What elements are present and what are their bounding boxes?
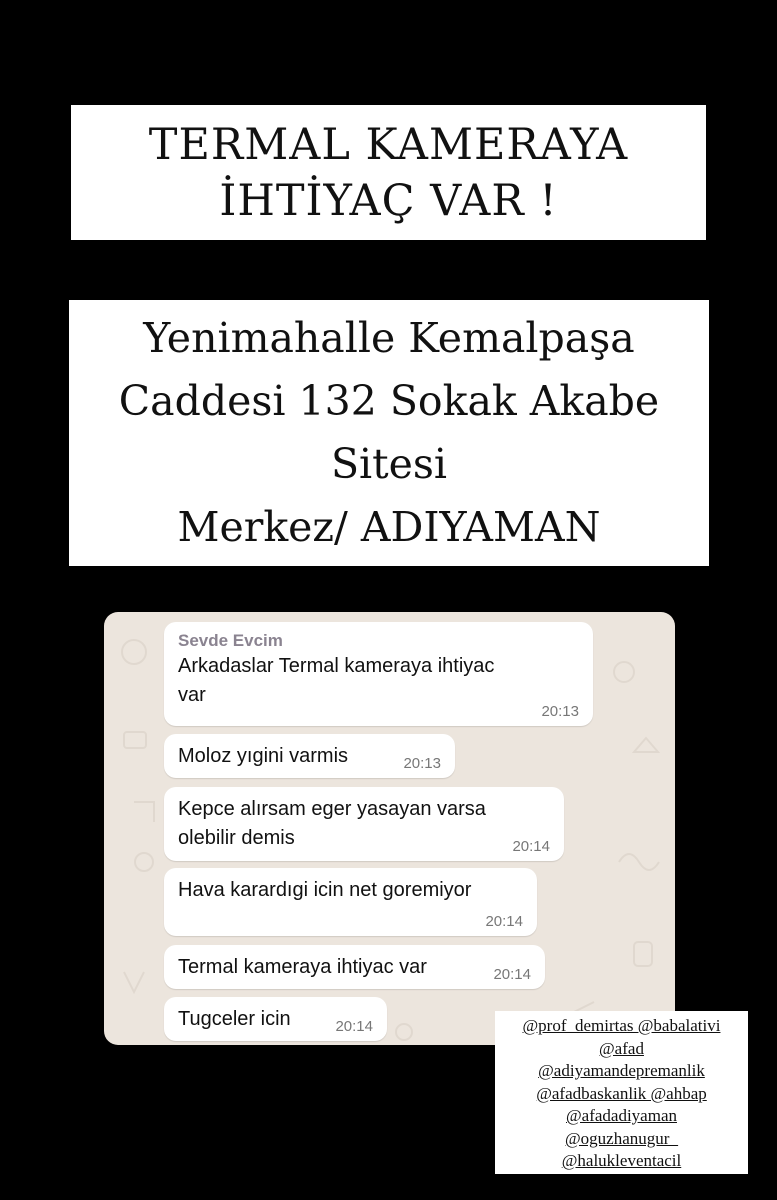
mention-tag[interactable]: @afadadiyaman xyxy=(566,1106,677,1125)
mention-tag[interactable]: @afad xyxy=(599,1038,644,1058)
mention-tag[interactable]: @afadbaskanlik @ahbap xyxy=(536,1083,707,1103)
mention-tag[interactable]: @adiyamandepremanlik xyxy=(538,1061,705,1080)
headline-line-2: İHTİYAÇ VAR ! xyxy=(219,175,558,226)
mention-tags-box xyxy=(495,1011,748,1174)
chat-screenshot xyxy=(104,612,675,1045)
chat-message-time: 20:14 xyxy=(512,838,550,855)
chat-message-time: 20:14 xyxy=(493,966,531,983)
chat-message-text: Moloz yıgini varmis xyxy=(178,745,349,767)
chat-message-time: 20:13 xyxy=(541,703,579,720)
chat-message-time: 20:14 xyxy=(335,1018,373,1035)
chat-message-text: Arkadaslar Termal kameraya ihtiyac var xyxy=(178,655,495,706)
mention-tag[interactable]: @halukleventacil xyxy=(561,1151,682,1170)
address-line-3: Sitesi xyxy=(330,440,448,488)
chat-message xyxy=(164,734,455,778)
chat-message xyxy=(164,622,593,726)
chat-message-text: Tugceler icin xyxy=(178,1008,291,1030)
address-line-4: Merkez/ ADIYAMAN xyxy=(177,503,601,551)
chat-message-time: 20:14 xyxy=(485,913,523,930)
chat-message-text: Hava karardıgi icin net goremiyor xyxy=(178,879,472,901)
mention-tag[interactable]: @oguzhanugur_ xyxy=(565,1128,678,1148)
chat-sender-name: Sevde Evcim xyxy=(178,631,283,650)
headline-box xyxy=(71,105,706,240)
headline-line-1: TERMAL KAMERAYA xyxy=(148,119,629,170)
chat-message-text: Termal kameraya ihtiyac var xyxy=(178,956,427,978)
chat-message xyxy=(164,868,537,936)
address-line-2: Caddesi 132 Sokak Akabe xyxy=(118,377,660,425)
address-line-1: Yenimahalle Kemalpaşa xyxy=(143,314,635,362)
chat-message-time: 20:13 xyxy=(403,755,441,772)
mention-tag[interactable]: @prof_demirtas @babalativi xyxy=(522,1016,721,1035)
chat-message xyxy=(164,787,564,861)
address-box xyxy=(69,300,709,566)
chat-message-text: Kepce alırsam eger yasayan varsa olebilir demis xyxy=(178,798,486,849)
chat-message xyxy=(164,997,387,1041)
chat-message xyxy=(164,945,545,989)
